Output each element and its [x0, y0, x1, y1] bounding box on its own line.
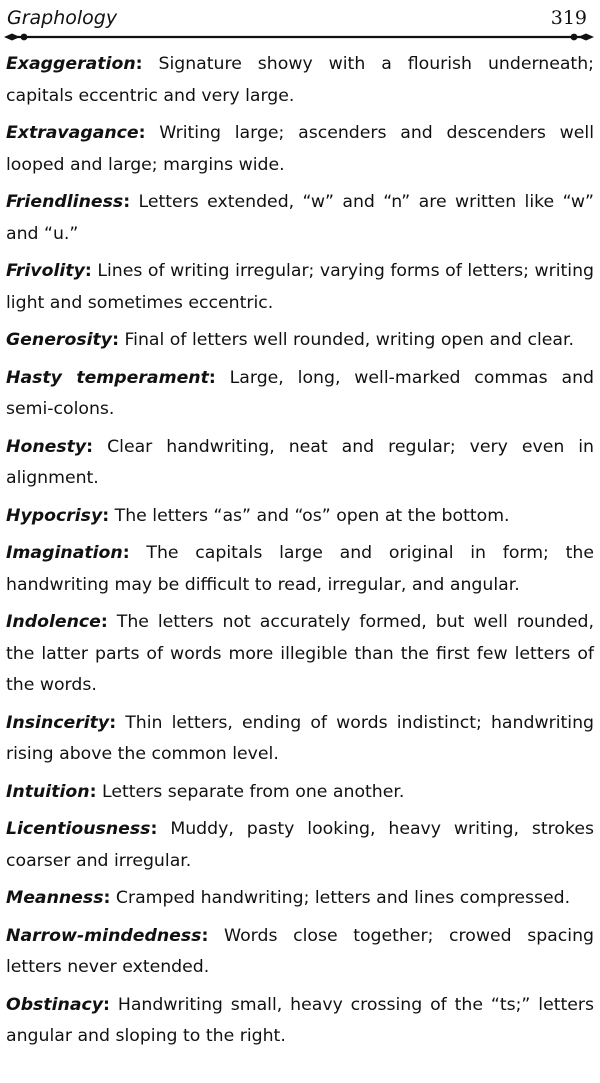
glossary-entry: Meanness: Cramped handwriting; letters and lines compressed. — [6, 888, 571, 908]
glossary-entry: Narrow-mindedness: Words close together; crowed spacing letters never extended. — [6, 925, 594, 977]
entry-definition: Lines of writing irregular; varying forms of letters; writing light and sometimes eccentric. — [6, 261, 594, 313]
entry-definition: Handwriting small, heavy crossing of the “ts;” letters angular and sloping to the right. — [6, 994, 594, 1046]
entry-definition: Writing large; ascenders and descenders well looped and large; margins wide. — [6, 123, 595, 175]
entry-definition: Letters separate from one another. — [102, 781, 405, 802]
glossary-entry: Indolence: The letters not accurately formed, but well rounded, the latter parts of words more illegible than the first few letters of the words. — [6, 612, 594, 695]
left-flourish-ornament — [4, 34, 27, 41]
entry-definition: Muddy, pasty looking, heavy writing, strokes coarser and irregular. — [6, 819, 594, 871]
entry-term: Licentiousness — [6, 819, 151, 839]
entry-definition: Letters extended, “w” and “n” are written like “w” and “u.” — [6, 192, 595, 244]
glossary-entries — [6, 49, 594, 1059]
entry-term: Indolence — [6, 612, 101, 632]
glossary-entry: Exaggeration: Signature showy with a flourish underneath; capitals eccentric and very large. — [6, 54, 594, 106]
entry-term: Frivolity — [6, 261, 85, 281]
entry-term: Friendliness — [6, 192, 124, 212]
entry-definition: The letters “as” and “os” open at the bottom. — [114, 505, 510, 526]
entry-definition: Cramped handwriting; letters and lines compressed. — [115, 888, 571, 908]
entry-term: Hasty temperament — [6, 367, 209, 388]
glossary-entry: Imagination: The capitals large and original in form; the handwriting may be difficult to read, irregular, and angular. — [6, 543, 594, 595]
running-title: Graphology — [7, 7, 118, 29]
glossary-entry: Generosity: Final of letters well rounded, writing open and clear. — [6, 330, 574, 350]
glossary-entry: Honesty: Clear handwriting, neat and regular; very even in alignment. — [6, 436, 595, 488]
page-number: 319 — [550, 7, 587, 29]
entry-definition: Large, long, well-marked commas and semi-colons. — [6, 367, 594, 419]
glossary-entry: Frivolity: Lines of writing irregular; varying forms of letters; writing light and sometimes eccentric. — [6, 261, 594, 313]
page-header — [7, 6, 587, 30]
glossary-entry: Insincerity: Thin letters, ending of words indistinct; handwriting rising above the common level. — [6, 712, 594, 764]
entry-definition: Words close together; crowed spacing letters never extended. — [6, 925, 594, 977]
glossary-entry: Extravagance: Writing large; ascenders and descenders well looped and large; margins wide. — [6, 123, 595, 175]
entry-term: Intuition — [6, 781, 90, 802]
entry-term: Generosity — [6, 330, 113, 350]
glossary-entry: Hasty temperament: Large, long, well-marked commas and semi-colons. — [6, 367, 594, 419]
glossary-entry: Obstinacy: Handwriting small, heavy crossing of the “ts;” letters angular and sloping to the right. — [6, 994, 594, 1046]
entry-term: Obstinacy — [6, 994, 104, 1015]
entry-definition: Thin letters, ending of words indistinct; handwriting rising above the common level. — [6, 712, 594, 764]
entry-term: Meanness — [6, 888, 104, 908]
entry-term: Imagination — [6, 543, 123, 563]
entry-term: Exaggeration — [6, 54, 136, 74]
glossary-entry: Friendliness: Letters extended, “w” and “n” are written like “w” and “u.” — [6, 192, 595, 244]
entry-definition: The capitals large and original in form; the handwriting may be difficult to read, irregular, and angular. — [6, 543, 594, 595]
right-flourish-ornament — [571, 34, 594, 41]
glossary-entry: Hypocrisy: The letters “as” and “os” open at the bottom. — [6, 505, 510, 526]
glossary-entry: Intuition: Letters separate from one another. — [6, 781, 405, 802]
header-rule — [4, 31, 594, 43]
entry-definition: Final of letters well rounded, writing open and clear. — [124, 330, 574, 350]
entry-term: Extravagance — [6, 123, 139, 143]
entry-term: Insincerity — [6, 712, 110, 733]
entry-term: Honesty — [6, 436, 87, 457]
entry-term: Narrow-mindedness — [6, 925, 202, 946]
entry-term: Hypocrisy — [6, 505, 103, 526]
entry-definition: Signature showy with a flourish underneath; capitals eccentric and very large. — [6, 54, 594, 106]
glossary-entry: Licentiousness: Muddy, pasty looking, heavy writing, strokes coarser and irregular. — [6, 819, 594, 871]
entry-definition: Clear handwriting, neat and regular; very even in alignment. — [6, 436, 595, 488]
entry-definition: The letters not accurately formed, but well rounded, the latter parts of words more illegible than the first few letters of the words. — [6, 612, 594, 695]
